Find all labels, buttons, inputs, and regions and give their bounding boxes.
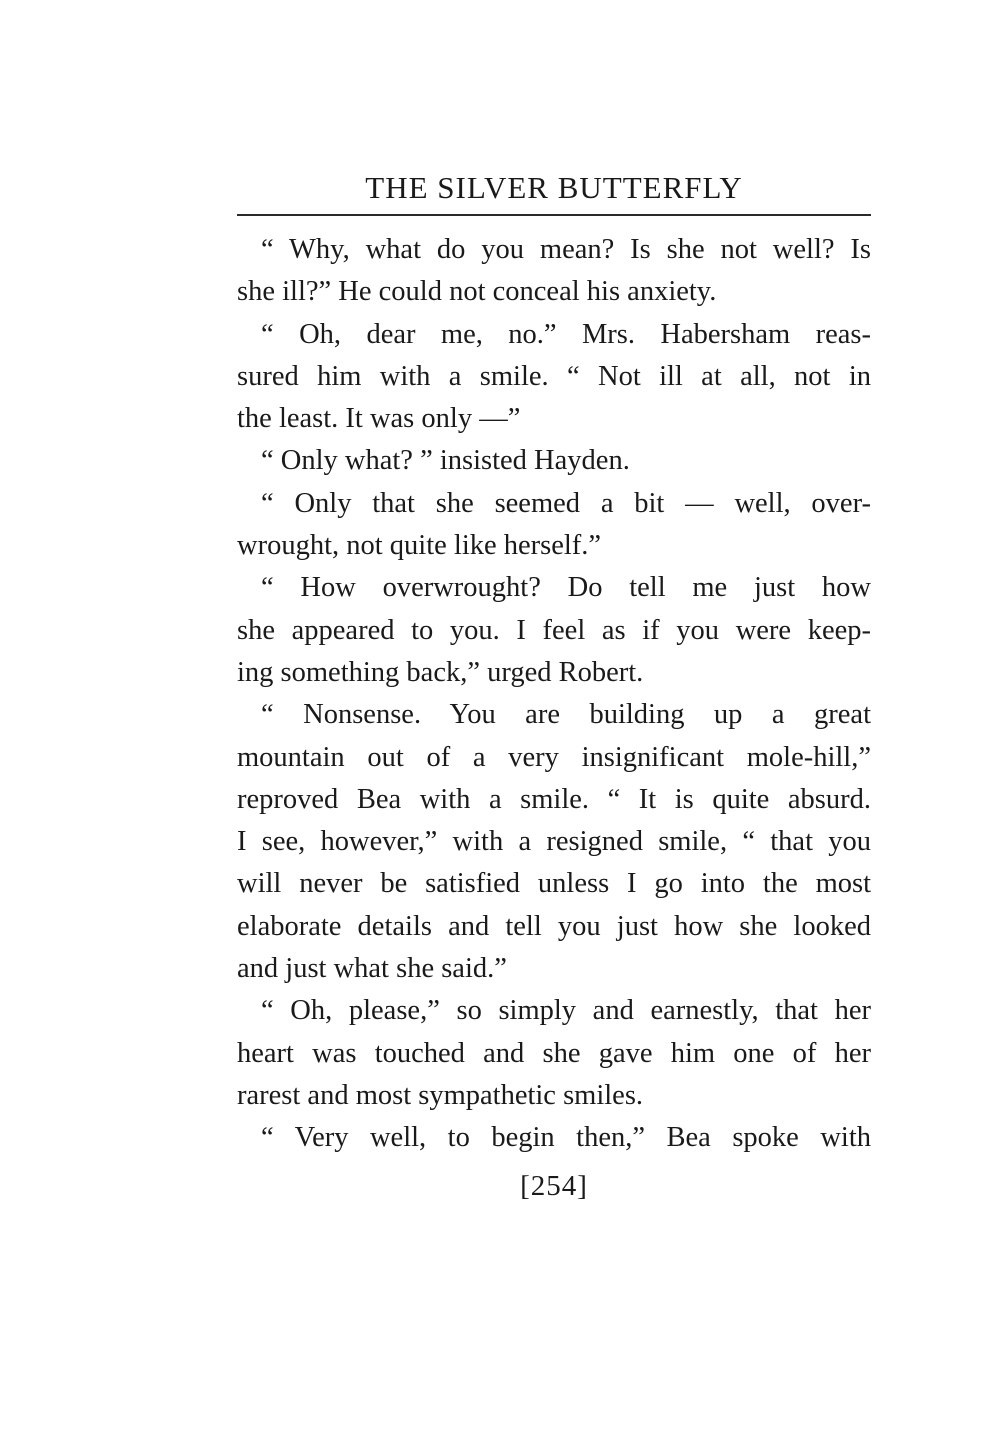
paragraph [237, 314, 871, 441]
text-line: “ Only what? ” insisted Hayden. [261, 445, 630, 477]
text-line: heart was touched and she gave him one of her [237, 1037, 871, 1069]
body-text [237, 229, 871, 1160]
text-line: will never be satisfied unless I go into the most [237, 868, 871, 900]
text-line: ing something back,” urged Robert. [237, 656, 644, 688]
text-line: she ill?” He could not conceal his anxiety. [237, 276, 717, 308]
paragraph [237, 440, 871, 482]
text-line: wrought, not quite like herself.” [237, 530, 602, 562]
text-line: “ Oh, please,” so simply and earnestly, that her [261, 995, 871, 1027]
paragraph [237, 1117, 871, 1159]
text-line: I see, however,” with a resigned smile, “ that you [237, 826, 871, 858]
text-line: rarest and most sympathetic smiles. [237, 1079, 644, 1111]
paragraph [237, 694, 871, 990]
text-line: elaborate details and tell you just how she looked [237, 910, 871, 942]
text-line: the least. It was only —” [237, 403, 521, 435]
header-rule [237, 214, 871, 216]
text-line: “ Why, what do you mean? Is she not well? Is [261, 234, 871, 265]
paragraph [237, 567, 871, 694]
page-number: [254] [520, 1170, 588, 1202]
text-line: she appeared to you. I feel as if you were keep- [237, 614, 871, 646]
paragraph [237, 483, 871, 568]
text-line: sured him with a smile. “ Not ill at all, not in [237, 360, 871, 392]
text-line: “ Very well, to begin then,” Bea spoke with [261, 1122, 871, 1154]
paragraph [237, 990, 871, 1117]
text-line: “ Oh, dear me, no.” Mrs. Habersham reas- [261, 318, 871, 350]
text-line: and just what she said.” [237, 953, 507, 985]
text-line: reproved Bea with a smile. “ It is quite absurd. [237, 783, 871, 815]
text-line: “ Nonsense. You are building up a great [261, 699, 871, 731]
text-line: “ How overwrought? Do tell me just how [261, 572, 871, 604]
running-head: THE SILVER BUTTERFLY [365, 170, 743, 205]
text-line: “ Only that she seemed a bit — well, over- [261, 487, 871, 519]
text-line: mountain out of a very insignificant mole-hill,” [237, 741, 871, 773]
paragraph [237, 229, 871, 314]
